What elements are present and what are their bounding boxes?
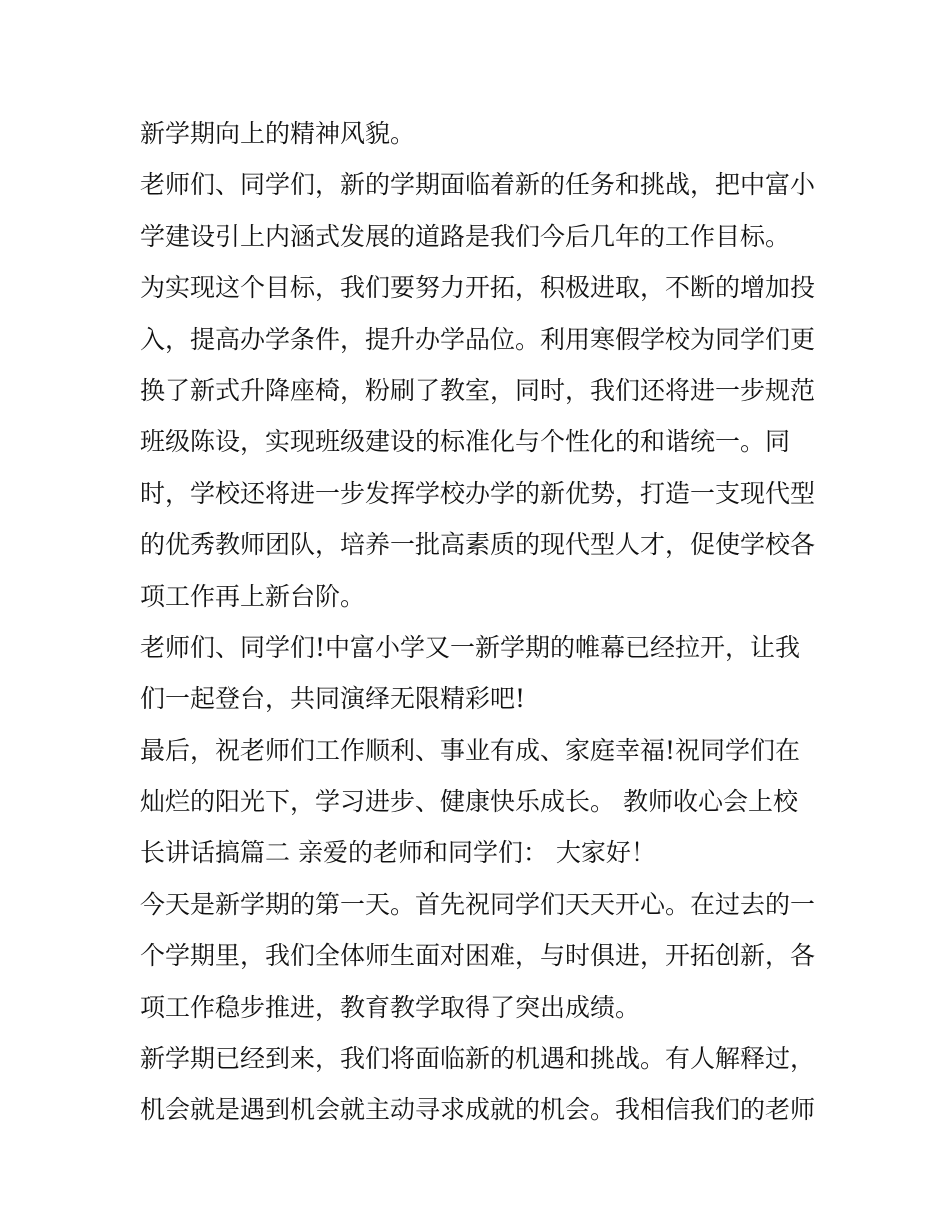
text-line: 个学期里，我们全体师生面对困难，与时俱进，开拓创新，各 [140, 941, 816, 971]
text-line: 今天是新学期的第一天。首先祝同学们天天开心。在过去的一 [140, 889, 816, 919]
text-line: 机会就是遇到机会就主动寻求成就的机会。我相信我们的老师 [140, 1095, 816, 1125]
text-line: 入，提高办学条件，提升办学品位。利用寒假学校为同学们更 [140, 324, 816, 354]
text-line: 项工作再上新台阶。 [140, 581, 366, 611]
text-line: 班级陈设，实现班级建设的标准化与个性化的和谐统一。同 [140, 427, 791, 457]
text-line: 学建设引上内涵式发展的道路是我们今后几年的工作目标。 [140, 221, 791, 251]
text-line: 项工作稳步推进，教育教学取得了突出成绩。 [140, 992, 641, 1022]
text-line: 时，学校还将进一步发挥学校办学的新优势，打造一支现代型 [140, 478, 816, 508]
text-line: 长讲话搞篇二 亲爱的老师和同学们： 大家好！ [140, 838, 656, 868]
text-line: 老师们、同学们!中富小学又一新学期的帷幕已经拉开，让我 [140, 632, 801, 662]
text-line: 的优秀教师团队，培养一批高素质的现代型人才，促使学校各 [140, 530, 816, 560]
text-line: 最后，祝老师们工作顺利、事业有成、家庭幸福!祝同学们在 [140, 735, 801, 765]
text-line: 灿烂的阳光下，学习进步、健康快乐成长。 教师收心会上校 [140, 787, 798, 817]
text-line: 为实现这个目标，我们要努力开拓，积极进取，不断的增加投 [140, 273, 816, 303]
text-line: 们一起登台，共同演绎无限精彩吧! [140, 684, 526, 714]
text-line: 老师们、同学们，新的学期面临着新的任务和挑战，把中富小 [140, 170, 816, 200]
text-line: 换了新式升降座椅，粉刷了教室，同时，我们还将进一步规范 [140, 375, 816, 405]
document-body [140, 108, 820, 1136]
text-line: 新学期已经到来，我们将面临新的机遇和挑战。有人解释过， [140, 1044, 816, 1074]
text-line: 新学期向上的精神风貌。 [140, 119, 416, 148]
